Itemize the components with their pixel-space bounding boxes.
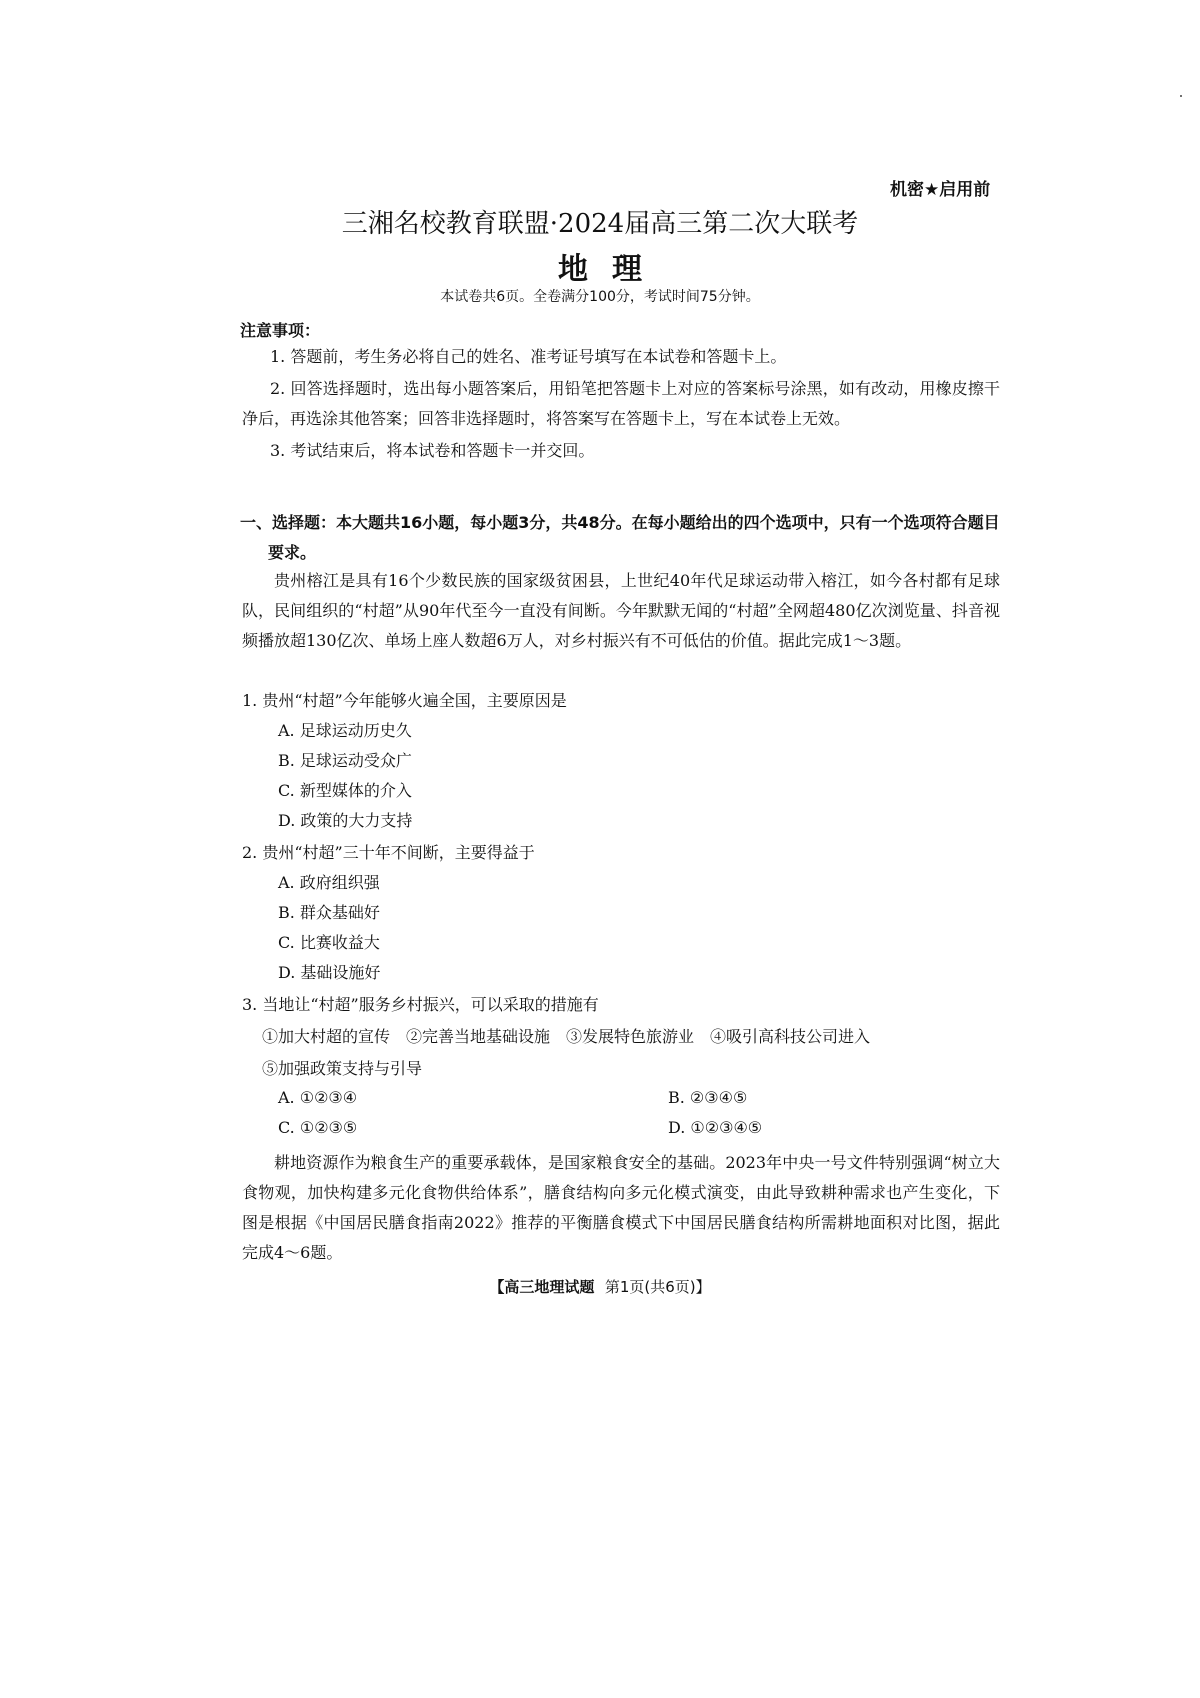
notice-heading: 注意事项： — [240, 321, 321, 340]
answer-option: D. ①②③④⑤ — [668, 1118, 763, 1137]
footer-label: 【高三地理试题 — [489, 1278, 595, 1296]
notice-item: 1. 答题前，考生务必将自己的姓名、准考证号填写在本试卷和答题卡上。 — [270, 347, 787, 366]
scan-speck — [1180, 95, 1182, 97]
answer-option: A. ①②③④ — [278, 1088, 358, 1107]
answer-option: B. 足球运动受众广 — [278, 751, 412, 770]
answer-option: C. 比赛收益大 — [278, 933, 380, 952]
reading-passage: 贵州榕江是具有16个少数民族的国家级贫困县，上世纪40年代足球运动带入榕江，如今各村都有足球队，民间组织的“村超”从90年代至今一直没有间断。今年默默无闻的“村超”全网超480亿次浏览量、抖音视频播放超130亿次、单场上座人数超6万人，对乡村振兴有不可低估的价值。据此完成1～3题。 — [242, 571, 1000, 650]
section-instructions: 选择题：本大题共16小题，每小题3分，共48分。在每小题给出的四个选项中，只有一个选项符合题目要求。 — [268, 513, 1000, 562]
classified-label: 机密★启用前 — [890, 180, 991, 200]
answer-option: C. ①②③⑤ — [278, 1118, 358, 1137]
answer-option: D. 政策的大力支持 — [278, 811, 413, 830]
choice-list: ①加大村超的宣传 ②完善当地基础设施 ③发展特色旅游业 ④吸引高科技公司进入 — [262, 1027, 871, 1046]
section-number: 一、 — [240, 513, 273, 532]
notice-item: 2. 回答选择题时，选出每小题答案后，用铅笔把答题卡上对应的答案标号涂黑，如有改动，用橡皮擦干净后，再选涂其他答案；回答非选择题时，将答案写在答题卡上，写在本试卷上无效。 — [242, 379, 1000, 428]
question-stem: 3. 当地让“村超”服务乡村振兴，可以采取的措施有 — [242, 995, 599, 1014]
reading-passage: 耕地资源作为粮食生产的重要承载体，是国家粮食安全的基础。2023年中央一号文件特别强调“树立大食物观，加快构建多元化食物供给体系”，膳食结构向多元化模式演变，由此导致耕种需求也产生变化，下图是根据《中国居民膳食指南2022》推荐的平衡膳食模式下中国居民膳食结构所需耕地面积对比图，据此完成4～6题。 — [242, 1153, 1000, 1262]
answer-option: C. 新型媒体的介入 — [278, 781, 412, 800]
question-stem: 1. 贵州“村超”今年能够火遍全国，主要原因是 — [242, 691, 567, 710]
section-heading — [240, 508, 1000, 568]
page-footer — [0, 1276, 1200, 1297]
answer-option: A. 政府组织强 — [278, 873, 380, 892]
answer-option: B. ②③④⑤ — [668, 1088, 748, 1107]
exam-title: 三湘名校教育联盟·2024届高三第二次大联考 — [341, 209, 859, 239]
question-stem: 2. 贵州“村超”三十年不间断，主要得益于 — [242, 843, 535, 862]
answer-option: B. 群众基础好 — [278, 903, 380, 922]
answer-option: A. 足球运动历史久 — [278, 721, 412, 740]
exam-intro: 本试卷共6页。全卷满分100分，考试时间75分钟。 — [440, 289, 760, 305]
page-number: 第1页(共6页)】 — [604, 1278, 711, 1296]
choice-list: ⑤加强政策支持与引导 — [262, 1059, 423, 1078]
answer-option: D. 基础设施好 — [278, 963, 381, 982]
notice-item: 3. 考试结束后，将本试卷和答题卡一并交回。 — [270, 441, 595, 460]
subject-title: 地理 — [558, 252, 666, 287]
